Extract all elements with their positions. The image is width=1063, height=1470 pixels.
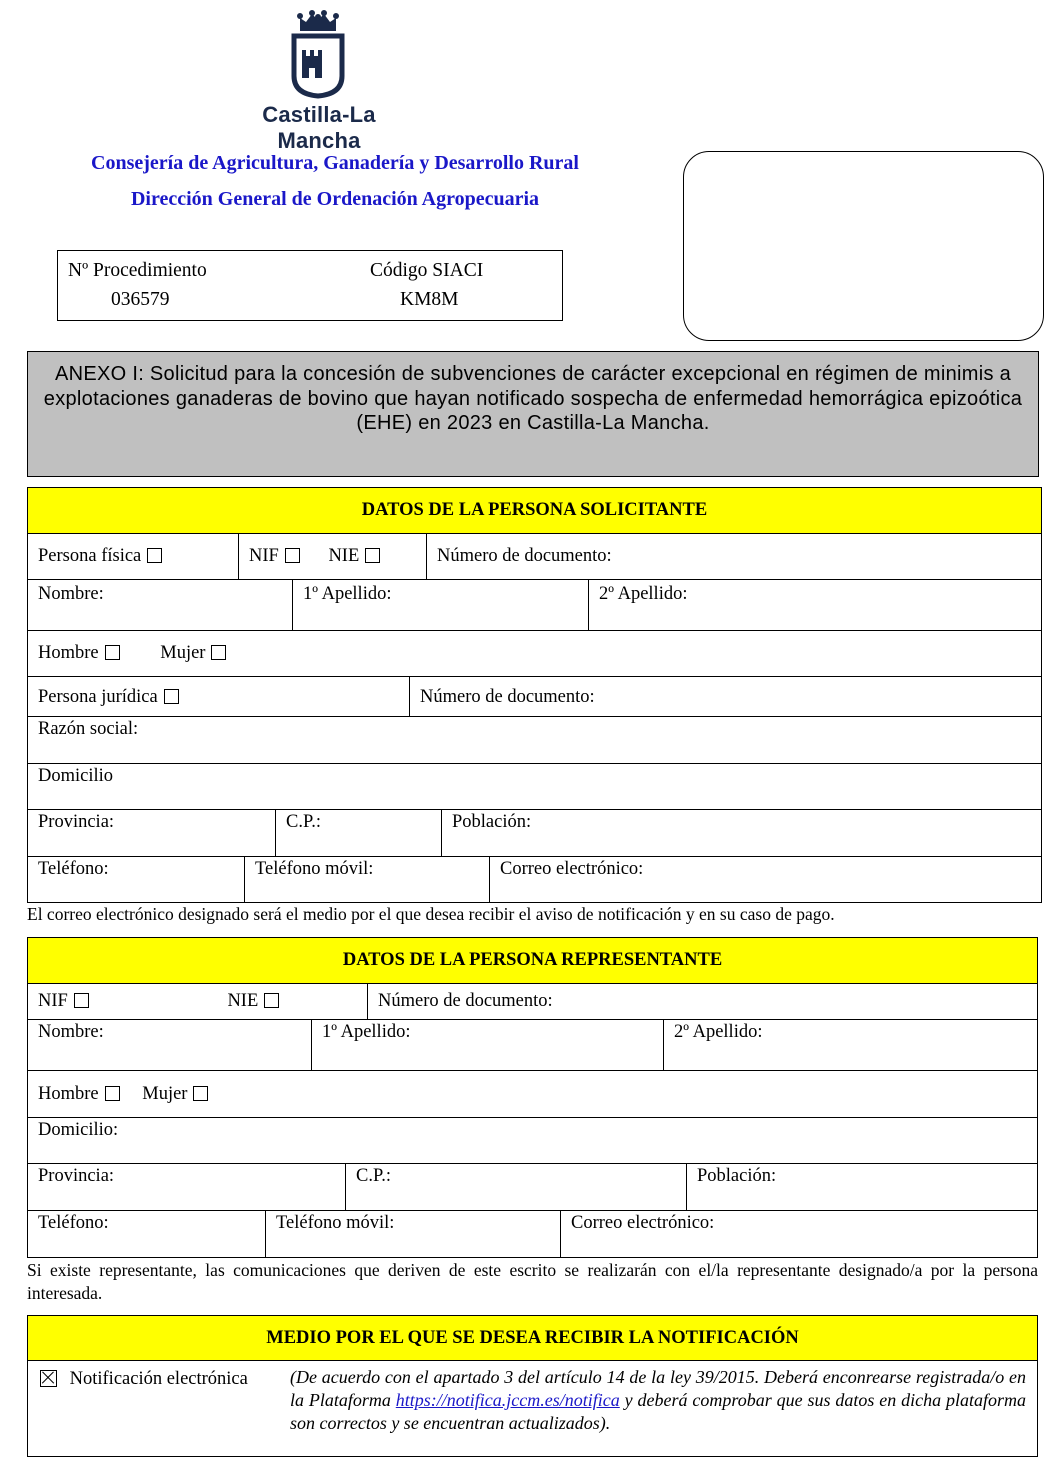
rep-sexo-cell <box>28 1071 1037 1117</box>
numero-documento-cell[interactable] <box>426 534 1041 579</box>
rep-poblacion-label: Población: <box>697 1166 777 1186</box>
solicitante-section <box>27 487 1042 903</box>
rep-cp-field[interactable] <box>345 1164 687 1210</box>
logo-text: Castilla-La Mancha <box>262 102 376 153</box>
rep-numero-documento-label: Número de documento: <box>378 991 553 1011</box>
provincia-field[interactable] <box>28 810 276 856</box>
apellido2-label: 2º Apellido: <box>599 584 688 604</box>
nombre-label: Nombre: <box>38 584 104 604</box>
procedure-box <box>57 250 563 321</box>
anexo-prefix: ANEXO I: <box>54 363 145 385</box>
numero-documento-label: Número de documento: <box>437 546 612 566</box>
nif-nie-cell <box>238 534 428 579</box>
solicitante-row-domicilio <box>28 764 1041 810</box>
rep-apellido2-field[interactable] <box>663 1020 1037 1070</box>
representante-row-domicilio <box>28 1118 1037 1164</box>
nombre-field[interactable] <box>28 580 293 630</box>
rep-nombre-label: Nombre: <box>38 1022 104 1042</box>
nie-checkbox[interactable] <box>365 548 380 563</box>
representante-row-provincia <box>28 1164 1037 1211</box>
correo-field[interactable] <box>489 857 1041 903</box>
rep-nie-label: NIE <box>227 991 259 1011</box>
provincia-label: Provincia: <box>38 812 115 832</box>
anexo-title: Solicitud para la concesión de subvenciones de carácter excepcional en régimen de minimis a explotaciones ganaderas de bovino que hayan notificado sospecha de enfermedad hemorrágica epizoótica (EHE) en 2023 en Castilla-La Mancha. <box>43 363 1023 434</box>
rep-apellido1-label: 1º Apellido: <box>322 1022 411 1042</box>
coat-of-arms-icon <box>288 8 348 100</box>
rep-apellido1-field[interactable] <box>311 1020 664 1070</box>
rep-provincia-label: Provincia: <box>38 1166 115 1186</box>
poblacion-field[interactable] <box>441 810 1041 856</box>
numero-documento-juridica-label: Número de documento: <box>420 687 595 707</box>
representante-row-tipo <box>28 984 1037 1020</box>
notificacion-text-after: y deberá comprobar que sus datos en dicha plataforma son correctos y se encuentran actualizados). <box>290 1390 1026 1433</box>
rep-nif-label: NIF <box>38 991 68 1011</box>
rep-telefono-label: Teléfono: <box>38 1213 109 1233</box>
rep-nif-checkbox[interactable] <box>74 993 89 1008</box>
representante-row-nombre <box>28 1020 1037 1071</box>
nif-checkbox[interactable] <box>285 548 300 563</box>
rep-correo-field[interactable] <box>560 1211 1037 1257</box>
notificacion-electronica-checkbox[interactable] <box>40 1370 57 1387</box>
logo <box>224 8 414 153</box>
persona-fisica-checkbox[interactable] <box>147 548 162 563</box>
cp-field[interactable] <box>275 810 442 856</box>
mujer-label: Mujer <box>160 643 206 663</box>
nif-label: NIF <box>249 546 279 566</box>
solicitante-row-razon <box>28 717 1041 764</box>
rep-apellido2-label: 2º Apellido: <box>674 1022 763 1042</box>
notificacion-heading: MEDIO POR EL QUE SE DESEA RECIBIR LA NOTIFICACIÓN <box>28 1316 1037 1361</box>
solicitante-row-juridica <box>28 677 1041 717</box>
representante-note: Si existe representante, las comunicaciones que deriven de este escrito se realizarán con el/la representante designado/a por la persona interesada. <box>27 1260 1038 1303</box>
hombre-checkbox[interactable] <box>105 645 120 660</box>
representante-section <box>27 937 1038 1258</box>
notificacion-section <box>27 1315 1038 1457</box>
rep-mujer-checkbox[interactable] <box>193 1086 208 1101</box>
apellido1-field[interactable] <box>292 580 589 630</box>
poblacion-label: Población: <box>452 812 532 832</box>
notificacion-option[interactable] <box>40 1369 248 1390</box>
rep-nie-checkbox[interactable] <box>264 993 279 1008</box>
solicitante-heading: DATOS DE LA PERSONA SOLICITANTE <box>28 488 1041 534</box>
consejeria-title: Consejería de Agricultura, Ganadería y Desarrollo Rural <box>91 152 579 174</box>
rep-hombre-label: Hombre <box>38 1084 99 1104</box>
telefono-movil-label: Teléfono móvil: <box>255 859 374 879</box>
apellido2-field[interactable] <box>588 580 1041 630</box>
representante-row-sexo <box>28 1071 1037 1118</box>
rep-domicilio-label: Domicilio: <box>38 1120 119 1140</box>
solicitante-row-nombre <box>28 580 1041 631</box>
rep-telefono-movil-label: Teléfono móvil: <box>276 1213 395 1233</box>
solicitante-row-tipo <box>28 534 1041 580</box>
rep-nombre-field[interactable] <box>28 1020 312 1070</box>
persona-juridica-cell <box>28 677 410 716</box>
rep-domicilio-field[interactable] <box>28 1118 1037 1163</box>
representante-heading: DATOS DE LA PERSONA REPRESENTANTE <box>28 938 1037 984</box>
direccion-title: Dirección General de Ordenación Agropecuaria <box>130 188 540 210</box>
persona-fisica-label: Persona física <box>38 546 142 566</box>
telefono-label: Teléfono: <box>38 859 109 879</box>
hombre-label: Hombre <box>38 643 99 663</box>
rep-telefono-movil-field[interactable] <box>265 1211 561 1257</box>
notificacion-electronica-label: Notificación electrónica <box>69 1369 248 1389</box>
correo-label: Correo electrónico: <box>500 859 644 879</box>
rep-provincia-field[interactable] <box>28 1164 346 1210</box>
representante-row-telefono <box>28 1211 1037 1257</box>
nie-label: NIE <box>328 546 360 566</box>
cp-label: C.P.: <box>286 812 321 832</box>
solicitante-row-sexo <box>28 631 1041 677</box>
anexo-title-box <box>27 351 1039 477</box>
sexo-cell <box>28 631 1041 676</box>
solicitante-row-provincia <box>28 810 1041 857</box>
siaci-value: KM8M <box>400 289 459 310</box>
persona-juridica-checkbox[interactable] <box>164 689 179 704</box>
razon-social-label: Razón social: <box>38 719 139 739</box>
notifica-link[interactable]: https://notifica.jccm.es/notifica <box>395 1390 620 1410</box>
numero-documento-juridica-field[interactable] <box>409 677 1041 716</box>
apellido1-label: 1º Apellido: <box>303 584 392 604</box>
rep-telefono-field[interactable] <box>28 1211 266 1257</box>
rep-mujer-label: Mujer <box>142 1084 188 1104</box>
persona-fisica-cell <box>28 534 240 579</box>
notificacion-description <box>290 1366 1026 1435</box>
registry-stamp-box <box>683 151 1044 341</box>
notificacion-text-before: (De acuerdo con el apartado 3 del artículo 14 de la ley 39/2015. Deberá enconrearse registrada/o en la Plataforma <box>290 1367 1026 1410</box>
rep-nif-nie-cell <box>28 984 368 1019</box>
rep-hombre-checkbox[interactable] <box>105 1086 120 1101</box>
procedimiento-label: Nº Procedimiento <box>68 260 207 281</box>
telefono-movil-field[interactable] <box>244 857 490 903</box>
mujer-checkbox[interactable] <box>211 645 226 660</box>
telefono-field[interactable] <box>28 857 245 903</box>
solicitante-row-telefono <box>28 857 1041 903</box>
domicilio-label: Domicilio <box>38 766 114 786</box>
persona-juridica-label: Persona jurídica <box>38 687 158 707</box>
rep-poblacion-field[interactable] <box>686 1164 1037 1210</box>
rep-correo-label: Correo electrónico: <box>571 1213 715 1233</box>
domicilio-field[interactable] <box>28 764 1041 809</box>
rep-numero-documento-field[interactable] <box>367 984 1037 1019</box>
solicitante-note: El correo electrónico designado será el medio por el que desea recibir el aviso de notificación y en su caso de pago. <box>27 904 835 924</box>
razon-social-field[interactable] <box>28 717 1041 763</box>
rep-cp-label: C.P.: <box>356 1166 391 1186</box>
siaci-label: Código SIACI <box>370 260 484 281</box>
procedimiento-value: 036579 <box>111 289 170 310</box>
